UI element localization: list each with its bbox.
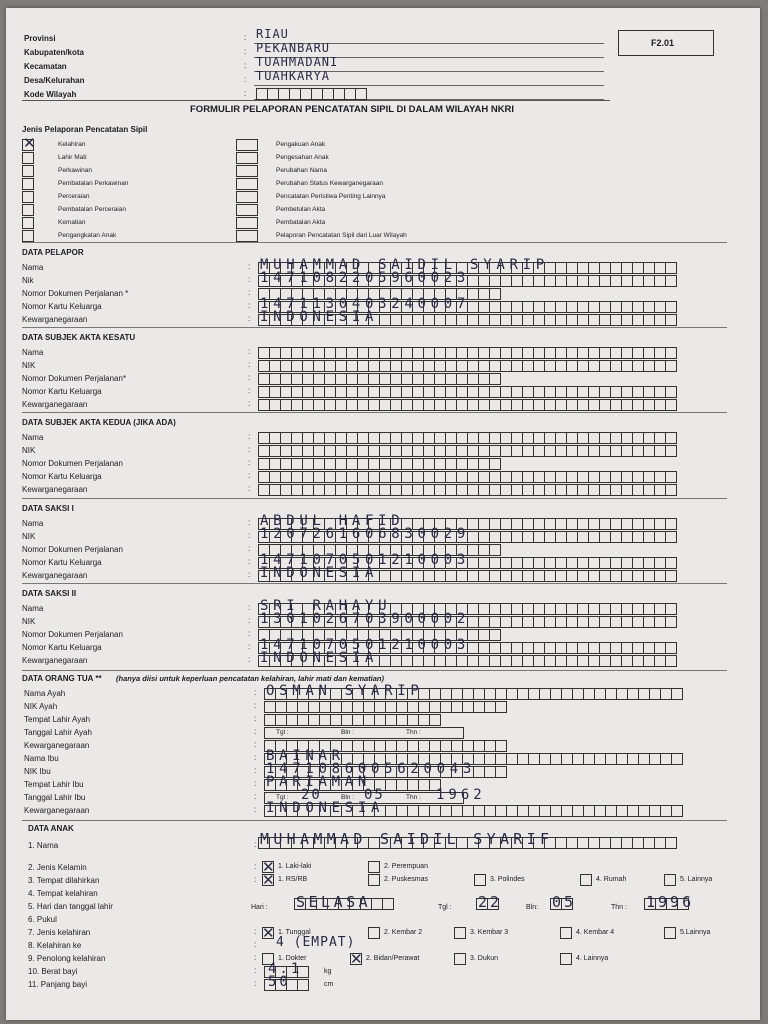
section-divider	[22, 327, 727, 328]
colon: :	[248, 262, 251, 271]
field-cells[interactable]	[258, 347, 676, 359]
tempat-option: 4. Rumah	[596, 876, 627, 883]
field-cells[interactable]	[258, 360, 676, 372]
checked-mark: ✕	[262, 871, 275, 889]
field-cells[interactable]	[258, 432, 676, 444]
field-label: NIK	[22, 617, 36, 626]
field-label: Nomor Kartu Keluarga	[22, 472, 102, 481]
penolong-option: 1. Dokter	[278, 955, 307, 962]
field-label: Kewarganegaraan	[22, 400, 88, 409]
ibu-tgl[interactable]: 20	[301, 787, 322, 803]
checkbox-left[interactable]	[22, 191, 33, 203]
colon: :	[248, 360, 251, 369]
checkbox-left[interactable]	[22, 152, 33, 164]
header-label: Provinsi	[24, 34, 56, 43]
ortu-value[interactable]: INDONESIA	[266, 800, 385, 816]
checked-mark: ✕	[262, 858, 275, 876]
ortu-field-label: NIK Ayah	[24, 702, 58, 711]
anak-field-label: 5. Hari dan tanggal lahir	[28, 902, 113, 911]
colon: :	[254, 779, 257, 788]
jenis-left-item: Kematian	[58, 219, 86, 226]
field-label: Nomor Dokumen Perjalanan	[22, 630, 123, 639]
colon: :	[248, 629, 251, 638]
checkbox-right[interactable]	[236, 191, 257, 203]
field-cells[interactable]	[258, 471, 676, 483]
ortu-value[interactable]: OSMAN SYARIP	[266, 683, 424, 699]
header-label: Desa/Kelurahan	[24, 76, 85, 85]
tgl-label: Tgl :	[438, 904, 452, 911]
jk-1: 1. Laki-laki	[278, 863, 312, 870]
ortu-field-label: Kewarganegaraan	[24, 806, 90, 815]
checkbox-left[interactable]	[22, 217, 33, 229]
kelahiran-ke[interactable]: 4 (EMPAT)	[276, 935, 356, 950]
header-label: Kecamatan	[24, 62, 67, 71]
colon: :	[254, 740, 257, 749]
ortu-field-label: Tempat Lahir Ibu	[24, 780, 84, 789]
ortu-field-label: Nama Ayah	[24, 689, 66, 698]
jenis-option: 5.Lainnya	[680, 929, 711, 936]
tempat-option: 2. Puskesmas	[384, 876, 428, 883]
tempat-box[interactable]	[580, 874, 591, 886]
colon: :	[254, 840, 257, 849]
field-label: Nomor Kartu Keluarga	[22, 302, 102, 311]
section-title: DATA SAKSI II	[22, 589, 77, 598]
section-divider	[22, 583, 727, 584]
checked-mark: ✕	[262, 924, 275, 942]
section-divider	[22, 412, 727, 413]
jk-2: 2. Perempuan	[384, 863, 428, 870]
field-label: Nama	[22, 519, 44, 528]
section-divider	[22, 242, 727, 243]
bln-label: Bln:	[526, 904, 539, 911]
jenis-left-item: Pembatalan Perkawinan	[58, 180, 129, 187]
field-value[interactable]: INDONESIA	[260, 565, 379, 581]
colon: :	[248, 570, 251, 579]
header-underline	[254, 85, 604, 86]
anak-field-label: 2. Jenis Kelamin	[28, 863, 87, 872]
colon: :	[254, 862, 257, 871]
colon: :	[254, 805, 257, 814]
thn-value[interactable]: 1996	[646, 893, 695, 911]
jenis-left-item: Perceraian	[58, 193, 90, 200]
colon: :	[254, 940, 257, 949]
field-value[interactable]: SRI RAHAYU	[260, 598, 392, 614]
colon: :	[254, 727, 257, 736]
checked-mark: ✕	[350, 950, 363, 968]
anak-field-label: 9. Penolong kelahiran	[28, 954, 106, 963]
field-value[interactable]: INDONESIA	[260, 309, 379, 325]
section-title: DATA PELAPOR	[22, 248, 84, 257]
header-value[interactable]: TUAHMADANI	[256, 55, 339, 69]
colon: :	[248, 484, 251, 493]
colon: :	[248, 445, 251, 454]
form-code: F2.01	[651, 38, 675, 48]
colon: :	[254, 979, 257, 988]
field-label: Nik	[22, 276, 34, 285]
tempat-option: 3. Polindes	[490, 876, 525, 883]
tempat-option: 1. RS/RB	[278, 876, 308, 883]
jenis-right-item: Pelaporan Pencatatan Sipil dari Luar Wilayah	[276, 232, 407, 239]
colon: :	[244, 89, 247, 98]
checked-mark: ✕	[23, 134, 36, 152]
jenis-left-item: Lahir Mati	[58, 154, 87, 161]
ortu-field-label: Tanggal Lahir Ayah	[24, 728, 92, 737]
hari-label: Hari :	[251, 904, 268, 911]
header-label: Kabupaten/kota	[24, 48, 85, 57]
jenis-pelaporan-title: Jenis Pelaporan Pencatatan Sipil	[22, 125, 148, 134]
jenis-box[interactable]	[368, 927, 379, 939]
penolong-option: 4. Lainnya	[576, 955, 609, 962]
colon: :	[254, 753, 257, 762]
colon: :	[254, 966, 257, 975]
ortu-note: (hanya diisi untuk keperluan pencatatan kelahiran, lahir mati dan kematian)	[116, 674, 384, 683]
bln-label: Bln :	[341, 729, 355, 736]
colon: :	[248, 373, 251, 382]
ortu-field-label: Nama Ibu	[24, 754, 59, 763]
checkbox-right[interactable]	[236, 178, 257, 190]
anak-field-label: 8. Kelahiran ke	[28, 941, 82, 950]
penolong-option: 3. Dukun	[470, 955, 499, 962]
field-value[interactable]: 1301026703900002	[260, 611, 471, 627]
checkbox-left[interactable]	[22, 165, 33, 177]
ortu-field-label: Tanggal Lahir Ibu	[24, 793, 86, 802]
field-label: Nomor Kartu Keluarga	[22, 387, 102, 396]
thn-label: Thn :	[611, 904, 627, 911]
colon: :	[254, 953, 257, 962]
panjang-unit: cm	[324, 981, 334, 988]
colon: :	[248, 655, 251, 664]
field-label: Kewarganegaraan	[22, 571, 88, 580]
bln-label: Bln :	[341, 794, 355, 801]
colon: :	[248, 399, 251, 408]
jenis-option: 2. Kembar 2	[384, 929, 423, 936]
field-value[interactable]: 1471082205960023	[260, 270, 471, 286]
checkbox-left[interactable]	[22, 178, 33, 190]
field-label: NIK	[22, 532, 36, 541]
field-cells[interactable]	[258, 386, 676, 398]
field-label: Kewarganegaraan	[22, 656, 88, 665]
ibu-bln[interactable]: 05	[364, 787, 385, 803]
colon: :	[248, 275, 251, 284]
anak-field-label: 6. Pukul	[28, 915, 57, 924]
colon: :	[254, 875, 257, 884]
colon: :	[248, 616, 251, 625]
anak-field-label: 4. Tempat kelahiran	[28, 889, 98, 898]
kode-wilayah-cells[interactable]	[256, 88, 366, 100]
colon: :	[248, 386, 251, 395]
jenis-box[interactable]	[560, 927, 571, 939]
jenis-right-item: Perubahan Nama	[276, 167, 327, 174]
colon: :	[248, 518, 251, 527]
anak-field-label: 11. Panjang bayi	[28, 980, 88, 989]
header-value[interactable]: TUAHKARYA	[256, 69, 331, 83]
colon: :	[248, 458, 251, 467]
tempat-box[interactable]	[474, 874, 485, 886]
colon: :	[244, 75, 247, 84]
ibu-thn[interactable]: 1962	[436, 787, 486, 803]
ortu-title: DATA ORANG TUA **	[22, 674, 102, 683]
section-divider	[22, 820, 727, 821]
jenis-option: 1. Tunggal	[278, 929, 311, 936]
colon: :	[248, 432, 251, 441]
anak-title: DATA ANAK	[28, 824, 74, 833]
checkbox-left[interactable]	[22, 230, 33, 242]
field-label: Nama	[22, 604, 44, 613]
header-divider	[22, 100, 610, 101]
field-value[interactable]: INDONESIA	[260, 650, 379, 666]
colon: :	[248, 544, 251, 553]
panjang-value[interactable]: 50	[268, 974, 291, 990]
date-row[interactable]	[264, 727, 464, 739]
jenis-left-item: Pembatalan Perceraian	[58, 206, 126, 213]
colon: :	[248, 642, 251, 651]
tgl-value[interactable]: 22	[478, 893, 503, 911]
section-divider	[22, 670, 727, 671]
bln-value[interactable]: 05	[552, 893, 577, 911]
thn-label: Thn :	[406, 729, 421, 736]
checkbox-right[interactable]	[236, 230, 257, 242]
checkbox-right[interactable]	[236, 165, 257, 177]
tgl-label: Tgl :	[276, 794, 289, 801]
field-cells[interactable]	[258, 373, 500, 385]
header-value[interactable]: RIAU	[256, 27, 289, 41]
berat-unit: kg	[324, 968, 332, 975]
field-label: Kewarganegaraan	[22, 485, 88, 494]
jenis-left-item: Perkawinan	[58, 167, 92, 174]
colon: :	[254, 766, 257, 775]
colon: :	[248, 557, 251, 566]
colon: :	[248, 603, 251, 612]
ortu-field-label: NIK Ibu	[24, 767, 51, 776]
colon: :	[248, 314, 251, 323]
colon: :	[254, 688, 257, 697]
jenis-left-item: Kelahiran	[58, 141, 86, 148]
field-label: Nomor Dokumen Perjalanan	[22, 459, 123, 468]
jenis-box[interactable]	[664, 927, 675, 939]
field-value[interactable]: 1471070501210003	[260, 552, 471, 568]
checkbox-right[interactable]	[236, 217, 257, 229]
colon: :	[254, 701, 257, 710]
tempat-option: 5. Lainnya	[680, 876, 713, 883]
section-title: DATA SAKSI I	[22, 504, 74, 513]
field-value[interactable]: 1471130403240007	[260, 296, 471, 312]
field-label: Nama	[22, 433, 44, 442]
field-label: NIK	[22, 446, 36, 455]
field-label: Nomor Dokumen Perjalanan*	[22, 374, 127, 383]
field-label: Nomor Dokumen Perjalanan	[22, 545, 123, 554]
jk-box-2[interactable]	[368, 861, 379, 873]
ortu-value[interactable]: BAINAR	[266, 748, 345, 764]
jenis-right-item: Pengesahan Anak	[276, 154, 329, 161]
field-label: Nomor Dokumen Perjalanan *	[22, 289, 129, 298]
colon: :	[254, 792, 257, 801]
field-label: Kewarganegaraan	[22, 315, 88, 324]
tempat-box[interactable]	[664, 874, 675, 886]
ortu-field-label: Tempat Lahir Ayah	[24, 715, 91, 724]
field-cells[interactable]	[258, 484, 676, 496]
penolong-option: 2. Bidan/Perawat	[366, 955, 420, 962]
form-paper	[6, 8, 760, 1020]
anak-field-label: 3. Tempat dilahirkan	[28, 876, 100, 885]
checkbox-left[interactable]	[22, 204, 33, 216]
ortu-field-label: Kewarganegaraan	[24, 741, 90, 750]
colon: :	[248, 531, 251, 540]
jenis-box[interactable]	[454, 927, 465, 939]
field-label: Nomor Kartu Keluarga	[22, 643, 102, 652]
penolong-box[interactable]	[560, 953, 571, 965]
anak-field-label: 1. Nama	[28, 841, 59, 850]
jenis-right-item: Pembetulan Akta	[276, 206, 326, 213]
section-divider	[22, 498, 727, 499]
header-value[interactable]: PEKANBARU	[256, 41, 331, 55]
field-label: NIK	[22, 361, 36, 370]
colon: :	[248, 288, 251, 297]
jenis-right-item: Pengakuan Anak	[276, 141, 326, 148]
field-cells[interactable]	[258, 458, 500, 470]
checkbox-right[interactable]	[236, 204, 257, 216]
section-title: DATA SUBJEK AKTA KEDUA (JIKA ADA)	[22, 418, 176, 427]
ortu-cells[interactable]	[264, 701, 506, 713]
tempat-box[interactable]	[368, 874, 379, 886]
tgl-label: Tgl :	[276, 729, 289, 736]
colon: :	[254, 927, 257, 936]
section-title: DATA SUBJEK AKTA KESATU	[22, 333, 136, 342]
field-value[interactable]: 1207261606830029	[260, 526, 471, 542]
field-value[interactable]: 1471070501210003	[260, 637, 471, 653]
anak-field-label: 7. Jenis kelahiran	[28, 928, 91, 937]
berat-value[interactable]: 4.1	[268, 961, 303, 977]
colon: :	[244, 47, 247, 56]
anak-field-label: 10. Berat bayi	[28, 967, 78, 976]
jenis-left-item: Pengangkatan Anak	[58, 232, 117, 239]
ortu-value[interactable]: PARIAMAN	[266, 774, 372, 790]
hari-value[interactable]: SELASA	[296, 893, 372, 911]
anak-nama[interactable]: MUHAMMAD SAIDIL SYARIF	[260, 830, 554, 848]
penolong-box[interactable]	[454, 953, 465, 965]
ortu-value[interactable]: 1471086005620043	[266, 761, 477, 777]
colon: :	[254, 714, 257, 723]
jenis-option: 3. Kembar 3	[470, 929, 509, 936]
colon: :	[248, 347, 251, 356]
colon: :	[248, 471, 251, 480]
jenis-option: 4. Kembar 4	[576, 929, 615, 936]
ortu-cells[interactable]	[264, 714, 440, 726]
form-title: FORMULIR PELAPORAN PENCATATAN SIPIL DI DALAM WILAYAH NKRI	[190, 104, 515, 115]
header-label: Kode Wilayah	[24, 90, 77, 99]
field-label: Nama	[22, 263, 44, 272]
colon: :	[244, 61, 247, 70]
field-cells[interactable]	[258, 399, 676, 411]
jenis-right-item: Pembatalan Akta	[276, 219, 326, 226]
colon: :	[248, 301, 251, 310]
field-value[interactable]: ABDUL HAFID	[260, 513, 405, 529]
colon: :	[244, 33, 247, 42]
field-label: Nama	[22, 348, 44, 357]
checkbox-right[interactable]	[236, 139, 257, 151]
jenis-right-item: Perubahan Status Kewarganegaraan	[276, 180, 383, 187]
thn-label: Thn :	[406, 794, 421, 801]
checkbox-right[interactable]	[236, 152, 257, 164]
field-cells[interactable]	[258, 445, 676, 457]
field-value[interactable]: MUHAMMAD SAIDIL SYARIP	[260, 257, 549, 273]
field-label: Nomor Kartu Keluarga	[22, 558, 102, 567]
jenis-right-item: Pencatatan Peristiwa Penting Lainnya	[276, 193, 386, 200]
